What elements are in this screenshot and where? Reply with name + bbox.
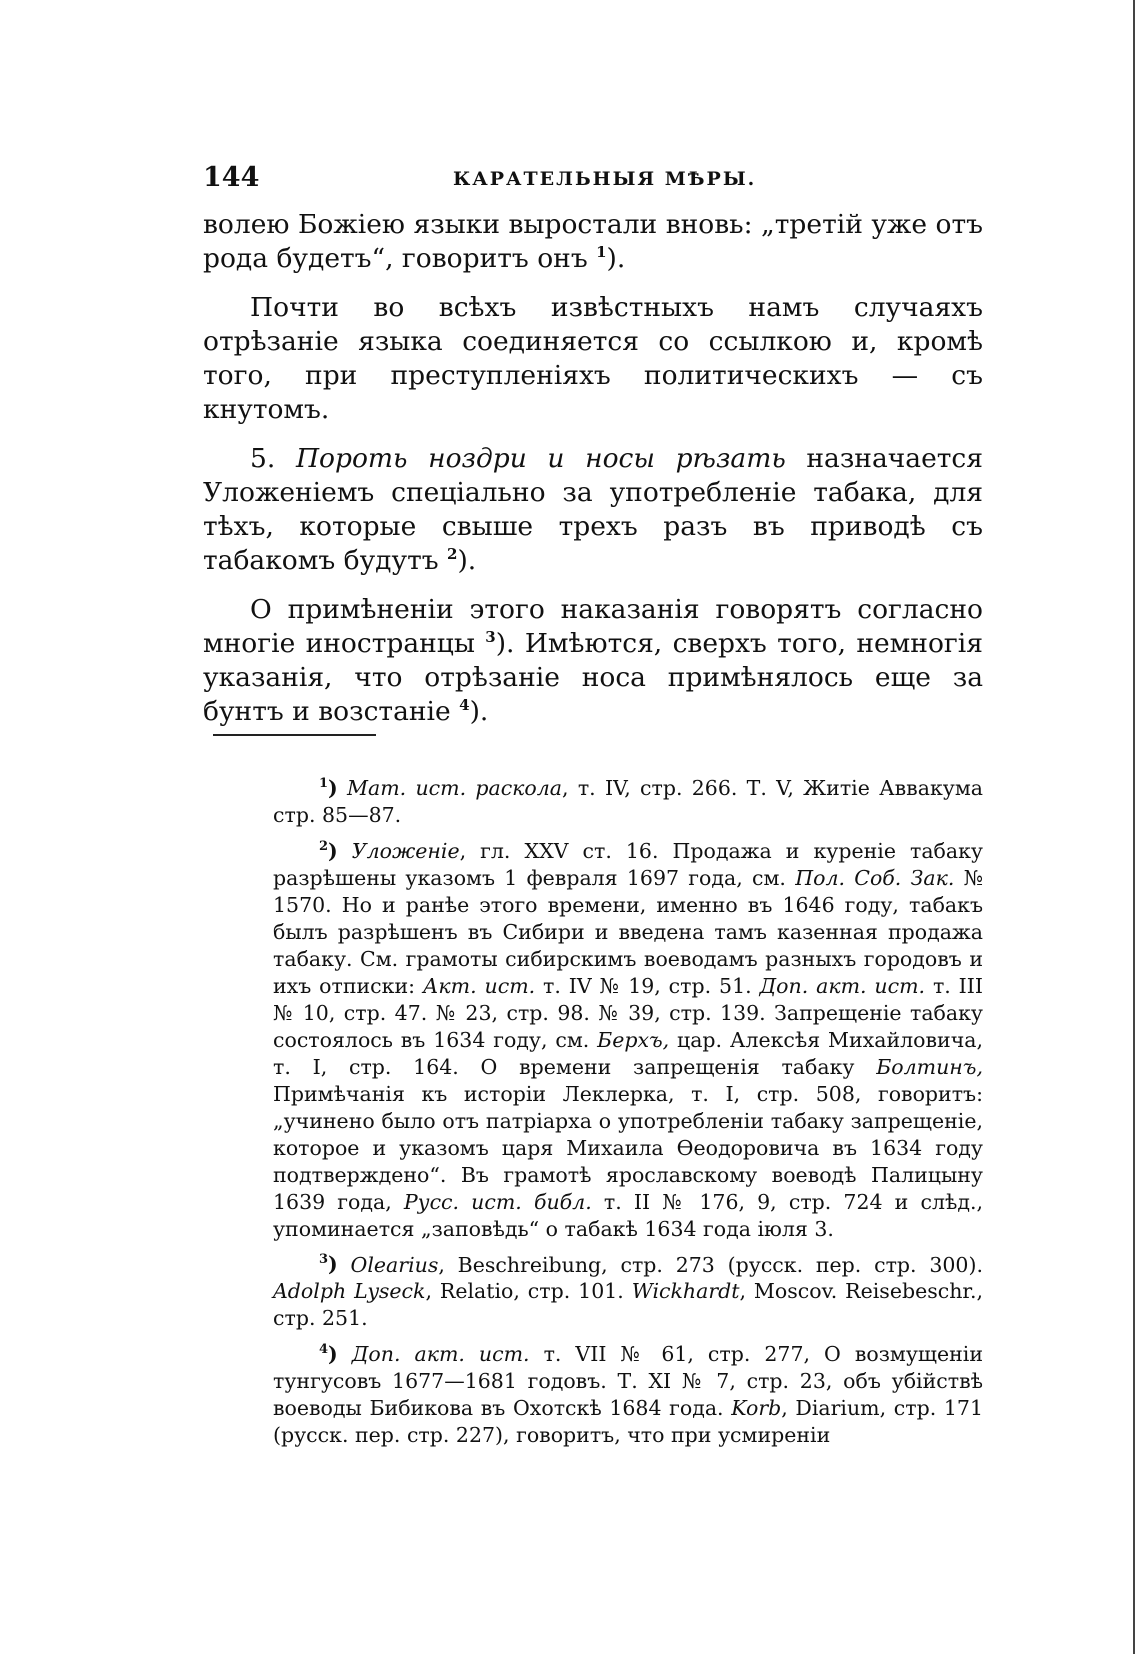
punishment-name: Пороть ноздри и носы рѣзать bbox=[295, 443, 786, 474]
footnote-3: $^3$) Olearius, Beschreibung, стр. 273 (русск. пер. стр. 300). Adolph Lyseck, Relatio, стр. 101. Wickhardt, Moscov. Reisebeschr., стр. 251. bbox=[273, 1252, 983, 1331]
footnote-ref-4: 4 bbox=[459, 696, 470, 715]
paragraph-continuation: волею Божіею языки выростали вновь: „третій уже отъ рода будетъ“, говоритъ онъ $^1$). bbox=[203, 209, 983, 274]
footnote-2-mark: 2 bbox=[319, 838, 329, 854]
footnote-ref-1: 1 bbox=[596, 243, 607, 262]
footnote-4-mark: 4 bbox=[319, 1342, 329, 1358]
footnote-4: $^4$) Доп. акт. ист. т. VII № 61, стр. 277, О возмущеніи тунгусовъ 1677—1681 годовъ. Т. XI № 7, стр. 23, объ убійствѣ воеводы Бибикова въ Охотскѣ 1684 года. Korb, Diarium, стр. 171 (русск. пер. стр. 227), говоритъ, что при усмиреніи bbox=[273, 1342, 983, 1448]
page-number: 144 bbox=[203, 162, 260, 193]
running-title: КАРАТЕЛЬНЫЯ МѢРЫ. bbox=[453, 168, 757, 190]
section-number: 5. bbox=[250, 443, 276, 474]
paragraph-foreigners: О примѣненіи этого наказанія говорятъ согласно многіе иностранцы $^3$). Имѣются, сверхъ того, немногія указанія, что отрѣзаніе носа примѣнялось еще за бунтъ и возстаніе $^4$). bbox=[203, 594, 983, 727]
paragraph-tongue: Почти во всѣхъ извѣстныхъ намъ случаяхъ отрѣзаніе языка соединяется со ссылкою и, кромѣ того, при преступленіяхъ политическихъ — съ кнутомъ. bbox=[203, 292, 983, 425]
footnote-separator bbox=[213, 734, 376, 736]
footnote-1-mark: 1 bbox=[319, 776, 329, 791]
footnote-ref-2: 2 bbox=[447, 545, 458, 564]
footnote-3-mark: 3 bbox=[319, 1252, 329, 1268]
main-text bbox=[203, 208, 983, 729]
footnote-ref-3: 3 bbox=[485, 628, 496, 647]
footnote-2: $^2$) Уложеніе, гл. XXV ст. 16. Продажа и куреніе табаку разрѣшены указомъ 1 февраля 1697 года, см. Пол. Соб. Зак. № 1570. Но и ранѣе этого времени, именно въ 1646 году, табакъ былъ разрѣшенъ въ Сибири и введена тамъ казенная продажа табаку. См. грамоты сибирскимъ воеводамъ разныхъ городовъ и ихъ отписки: Акт. ист. т. IV № 19, стр. 51. Доп. акт. ист. т. III № 10, стр. 47. № 23, стр. 98. № 39, стр. 139. Запрещеніе табаку состоялось въ 1634 году, см. Берхъ, цар. Алексѣя Михайловича, т. I, стр. 164. О времени запрещенія табаку Болтинъ, Примѣчанія къ исторіи Леклерка, т. I, стр. 508, говоритъ: „учинено было отъ патріарха о употребленіи табаку запрещеніе, которое и указомъ царя Михаила Ѳеодоровича въ 1634 году подтверждено“. Въ грамотѣ ярославскому воеводѣ Палицыну 1639 года, Русс. ист. библ. т. II № 176, 9, стр. 724 и слѣд., упоминается „заповѣдь“ о табакѣ 1634 года іюля 3. bbox=[273, 838, 984, 1241]
footnote-1: $^1$) Мат. ист. раскола, т. IV, стр. 266. Т. V, Житіе Аввакума стр. 85—87. bbox=[273, 775, 983, 827]
page-header bbox=[203, 162, 983, 198]
page-edge-line bbox=[1133, 0, 1135, 1654]
paragraph-nose: 5. Пороть ноздри и носы рѣзать назначается Уложеніемъ спеціально за употребленіе табака, для тѣхъ, которые свыше трехъ разъ въ приводѣ съ табакомъ будутъ $^2$). bbox=[203, 443, 983, 576]
footnotes bbox=[273, 770, 983, 1449]
